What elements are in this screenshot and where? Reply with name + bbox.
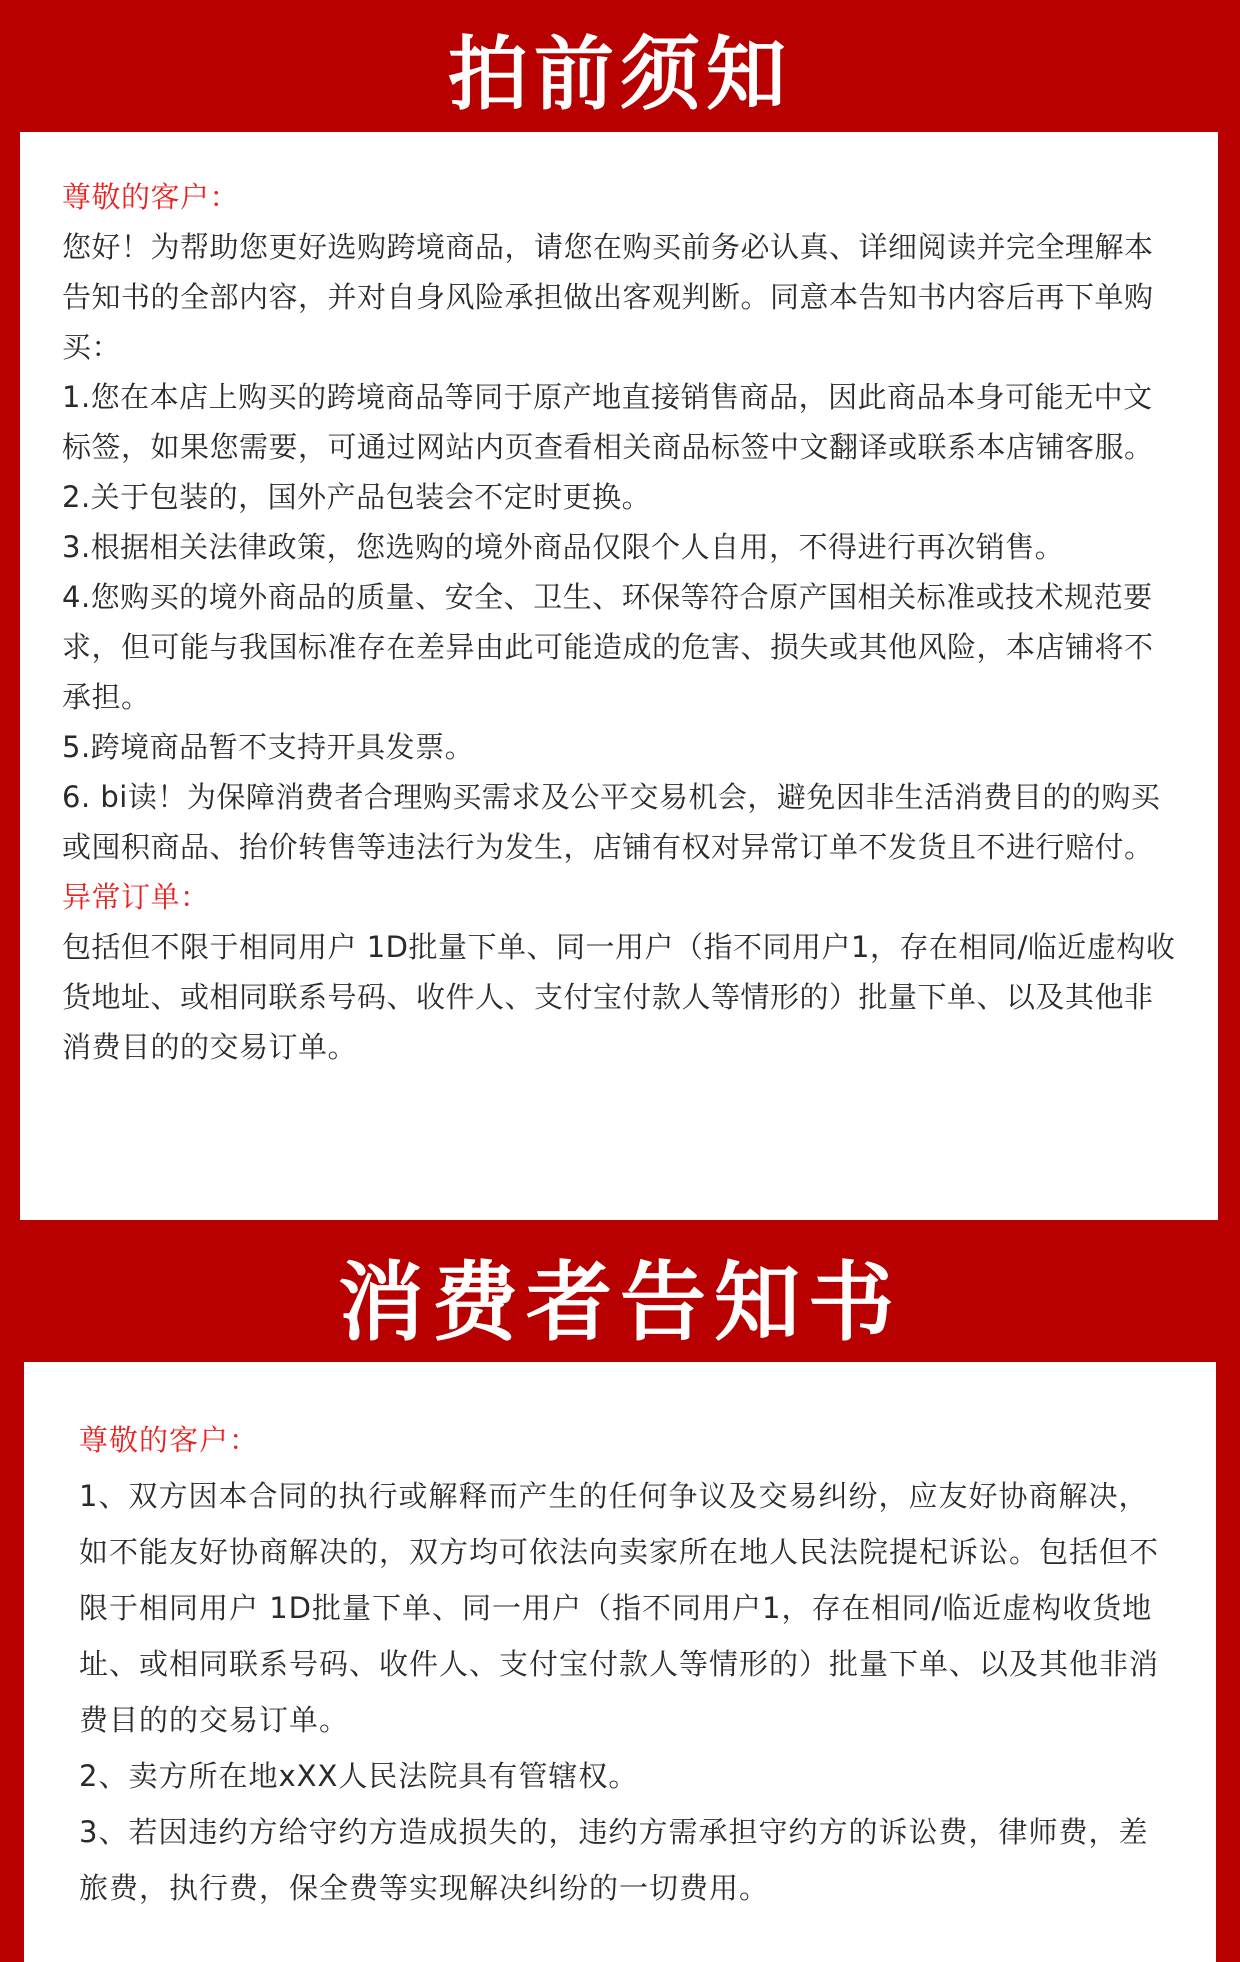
notice-item: 1.您在本店上购买的跨境商品等同于原产地直接销售商品，因此商品本身可能无中文标签，如果您需要，可通过网站内页查看相关商品标签中文翻译或联系本店铺客服。 (62, 380, 1154, 464)
notice-item: 3.根据相关法律政策，您选购的境外商品仅限个人自用，不得进行再次销售。 (62, 530, 1065, 564)
notice-item: 5.跨境商品暂不支持开具发票。 (62, 730, 475, 764)
consumer-notice-panel (24, 1362, 1216, 1962)
consumer-notice-item: 1、双方因本合同的执行或解释而产生的任何争议及交易纠纷，应友好协商解决，如不能友好协商解决的，双方均可依法向卖家所在地人民法院提杞诉讼。包括但不限于相同用户 1D批量下单、同一用户（指不同用户1，存在相同/临近虚构收货地址、或相同联系号码、收件人、支付宝付款人等情形的）批量下单、以及其他非消费目的的交易订单。 (79, 1479, 1160, 1737)
greeting: 尊敬的客户： (79, 1423, 260, 1457)
notice-item: 6. bi读！为保障消费者合理购买需求及公平交易机会，避免因非生活消费目的的购买或囤积商品、抬价转售等违法行为发生，店铺有权对异常订单不发货且不进行赔付。 (62, 780, 1161, 864)
notice-panel (20, 132, 1218, 1220)
notice-item: 4.您购买的境外商品的质量、安全、卫生、环保等符合原产国相关标准或技术规范要求，但可能与我国标准存在差异由此可能造成的危害、损失或其他风险，本店铺将不承担。 (62, 580, 1154, 714)
consumer-notice-item: 2、卖方所在地xXX人民法院具有管辖权。 (79, 1759, 639, 1793)
intro-paragraph: 您好！为帮助您更好选购跨境商品，请您在购买前务必认真、详细阅读并完全理解本告知书的全部内容，并对自身风险承担做出客观判断。同意本告知书内容后再下单购买： (62, 230, 1154, 364)
section-title-notice: 拍前须知 (448, 28, 792, 121)
abnormal-order-heading: 异常订单： (62, 880, 210, 914)
abnormal-order-text: 包括但不限于相同用户 1D批量下单、同一用户（指不同用户1，存在相同/临近虚构收货地址、或相同联系号码、收件人、支付宝付款人等情形的）批量下单、以及其他非消费目的的交易订单。 (62, 930, 1176, 1064)
greeting: 尊敬的客户： (62, 180, 240, 214)
section-title-consumer-notice: 消费者告知书 (338, 1253, 902, 1353)
consumer-notice-item: 3、若因违约方给守约方造成损失的，违约方需承担守约方的诉讼费，律师费，差旅费，执行费，保全费等实现解决纠纷的一切费用。 (79, 1815, 1149, 1905)
notice-item: 2.关于包装的，国外产品包装会不定时更换。 (62, 480, 652, 514)
